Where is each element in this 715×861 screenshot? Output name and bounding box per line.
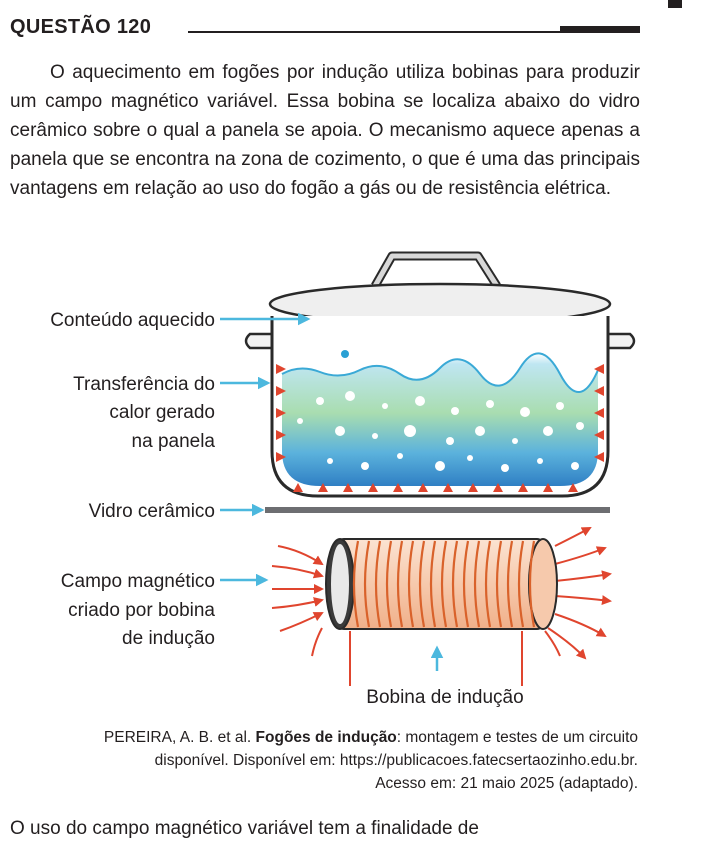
label-ceramic-glass: Vidro cerâmico: [88, 501, 215, 522]
label-induction-coil: Bobina de indução: [366, 687, 524, 708]
label-magnetic-field-3: de indução: [122, 628, 215, 649]
label-heat-transfer-1: Transferência do: [73, 374, 215, 395]
source-line-3: Acesso em: 21 maio 2025 (adaptado).: [375, 775, 638, 792]
source-citation: [10, 726, 638, 795]
pot-handle-left: [246, 334, 272, 348]
source-title: Fogões de indução: [255, 729, 397, 746]
induction-coil: [326, 539, 557, 629]
source-line-2: disponível. Disponível em: https://publicacoes.fatecsertaozinho.edu.br.: [154, 752, 638, 769]
header-rule: [188, 31, 560, 33]
pot-handle-right: [608, 334, 634, 348]
ceramic-glass: [265, 507, 610, 513]
label-heated-content: Conteúdo aquecido: [50, 310, 215, 331]
induction-diagram: [0, 246, 715, 716]
corner-mark: [668, 0, 682, 8]
source-authors: PEREIRA, A. B. et al.: [103, 729, 252, 746]
source-rest: : montagem e testes de um circuito: [396, 729, 638, 746]
label-magnetic-field-2: criado por bobina: [68, 600, 215, 621]
question-title: QUESTÃO 120: [10, 16, 152, 38]
label-heat-transfer-3: na panela: [131, 431, 215, 452]
label-magnetic-field-1: Campo magnético: [60, 571, 215, 592]
header-rule-bold: [560, 26, 640, 33]
intro-paragraph: O aquecimento em fogões por indução utiliza bobinas para produzir um campo magnético variável. Essa bobina se localiza abaixo do vidro cerâmico sobre o qual a panela se apoia. O mecanismo aquece apenas a panela que se encontra na zona de cozimento, o que é uma das principais vantagens em relação ao uso do fogão a gás ou de resistência elétrica.: [10, 62, 640, 199]
question-stem: O uso do campo magnético variável tem a finalidade de: [10, 818, 479, 839]
question-header: [10, 14, 640, 44]
pot-lid-handle: [375, 256, 497, 286]
label-heat-transfer-2: calor gerado: [109, 402, 215, 423]
